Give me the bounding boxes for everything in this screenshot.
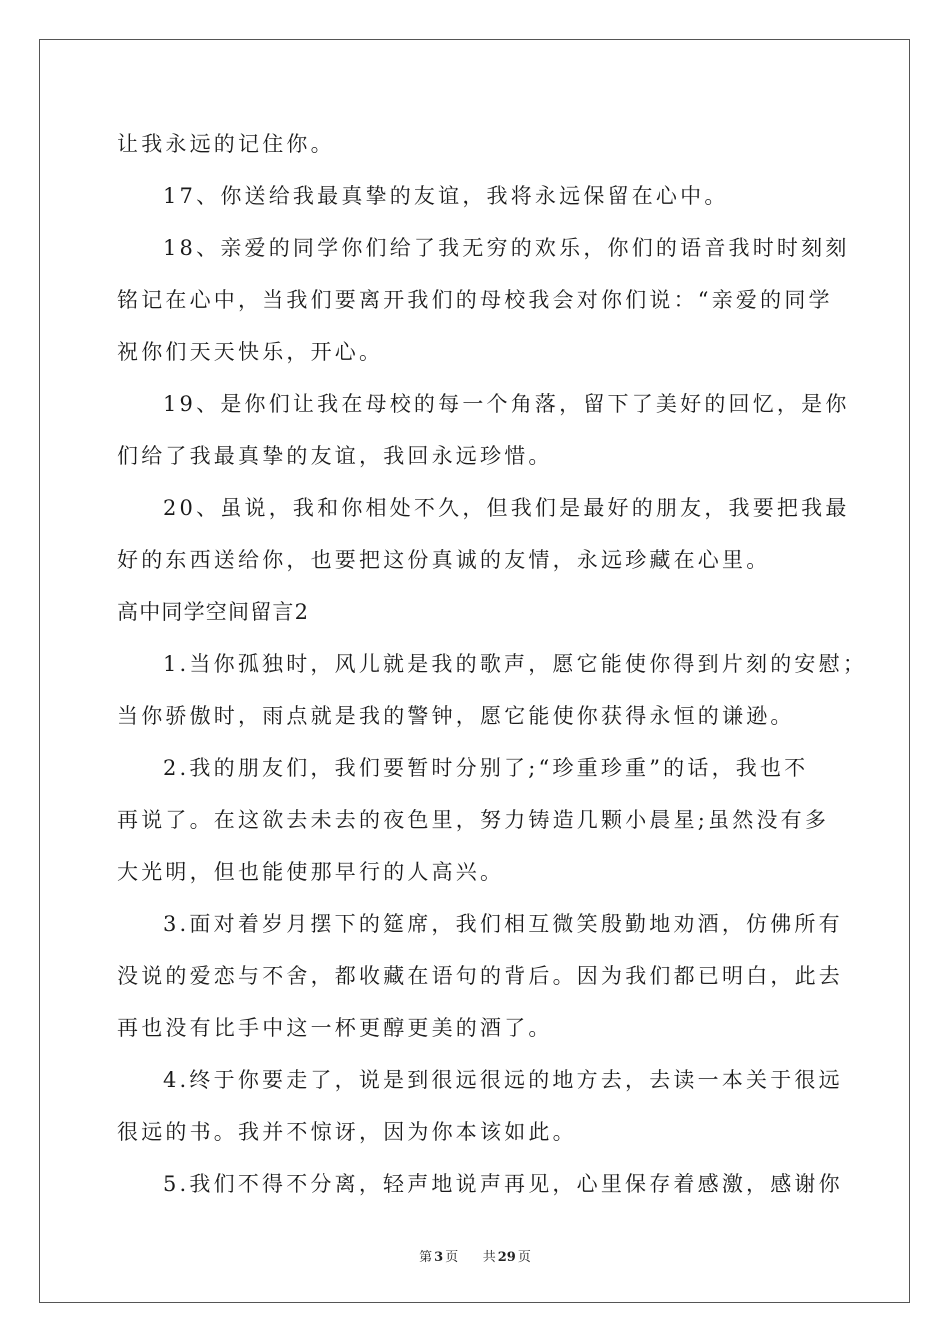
text-line: 再说了。在这欲去未去的夜色里，努力铸造几颗小晨星;虽然没有多 xyxy=(117,808,830,832)
text-line: 让我永远的记住你。 xyxy=(117,132,335,156)
text-line: 18、亲爱的同学你们给了我无穷的欢乐，你们的语音我时时刻刻 xyxy=(163,236,850,260)
total-prefix: 共 xyxy=(482,1250,496,1265)
text-line: 大光明，但也能使那早行的人高兴。 xyxy=(117,860,505,884)
document-body xyxy=(117,118,868,1210)
text-line: 好的东西送给你，也要把这份真诚的友情，永远珍藏在心里。 xyxy=(117,548,771,572)
page-prefix: 第 xyxy=(419,1250,433,1265)
text-line: 19、是你们让我在母校的每一个角落，留下了美好的回忆，是你 xyxy=(163,392,850,416)
total-pages: 29 xyxy=(497,1250,516,1265)
text-line: 再也没有比手中这一杯更醇更美的酒了。 xyxy=(117,1016,553,1040)
page-suffix: 页 xyxy=(445,1250,459,1265)
page-indicator xyxy=(417,1250,460,1265)
text-line: 2.我的朋友们，我们要暂时分别了;“珍重珍重”的话，我也不 xyxy=(163,756,809,780)
text-line: 们给了我最真挚的友谊，我回永远珍惜。 xyxy=(117,444,553,468)
text-line: 20、虽说，我和你相处不久，但我们是最好的朋友，我要把我最 xyxy=(163,496,850,520)
total-indicator xyxy=(481,1250,533,1265)
text-line: 5.我们不得不分离，轻声地说声再见，心里保存着感激，感谢你 xyxy=(163,1172,843,1196)
text-line: 祝你们天天快乐，开心。 xyxy=(117,340,384,364)
text-line: 3.面对着岁月摆下的筵席，我们相互微笑殷勤地劝酒，仿佛所有 xyxy=(163,912,843,936)
text-line: 4.终于你要走了，说是到很远很远的地方去，去读一本关于很远 xyxy=(163,1068,843,1092)
text-line: 当你骄傲时，雨点就是我的警钟，愿它能使你获得永恒的谦逊。 xyxy=(117,704,795,728)
page-number: 3 xyxy=(434,1250,444,1265)
page-footer xyxy=(0,1246,950,1265)
text-line: 铭记在心中，当我们要离开我们的母校我会对你们说：“亲爱的同学 xyxy=(117,288,833,312)
text-line: 没说的爱恋与不舍，都收藏在语句的背后。因为我们都已明白，此去 xyxy=(117,964,843,988)
text-line: 1.当你孤独时，风儿就是我的歌声，愿它能使你得到片刻的安慰； xyxy=(163,652,868,676)
total-suffix: 页 xyxy=(517,1250,531,1265)
section-heading: 高中同学空间留言2 xyxy=(117,600,310,624)
text-line: 17、你送给我最真挚的友谊，我将永远保留在心中。 xyxy=(163,184,729,208)
text-line: 很远的书。我并不惊讶，因为你本该如此。 xyxy=(117,1120,577,1144)
